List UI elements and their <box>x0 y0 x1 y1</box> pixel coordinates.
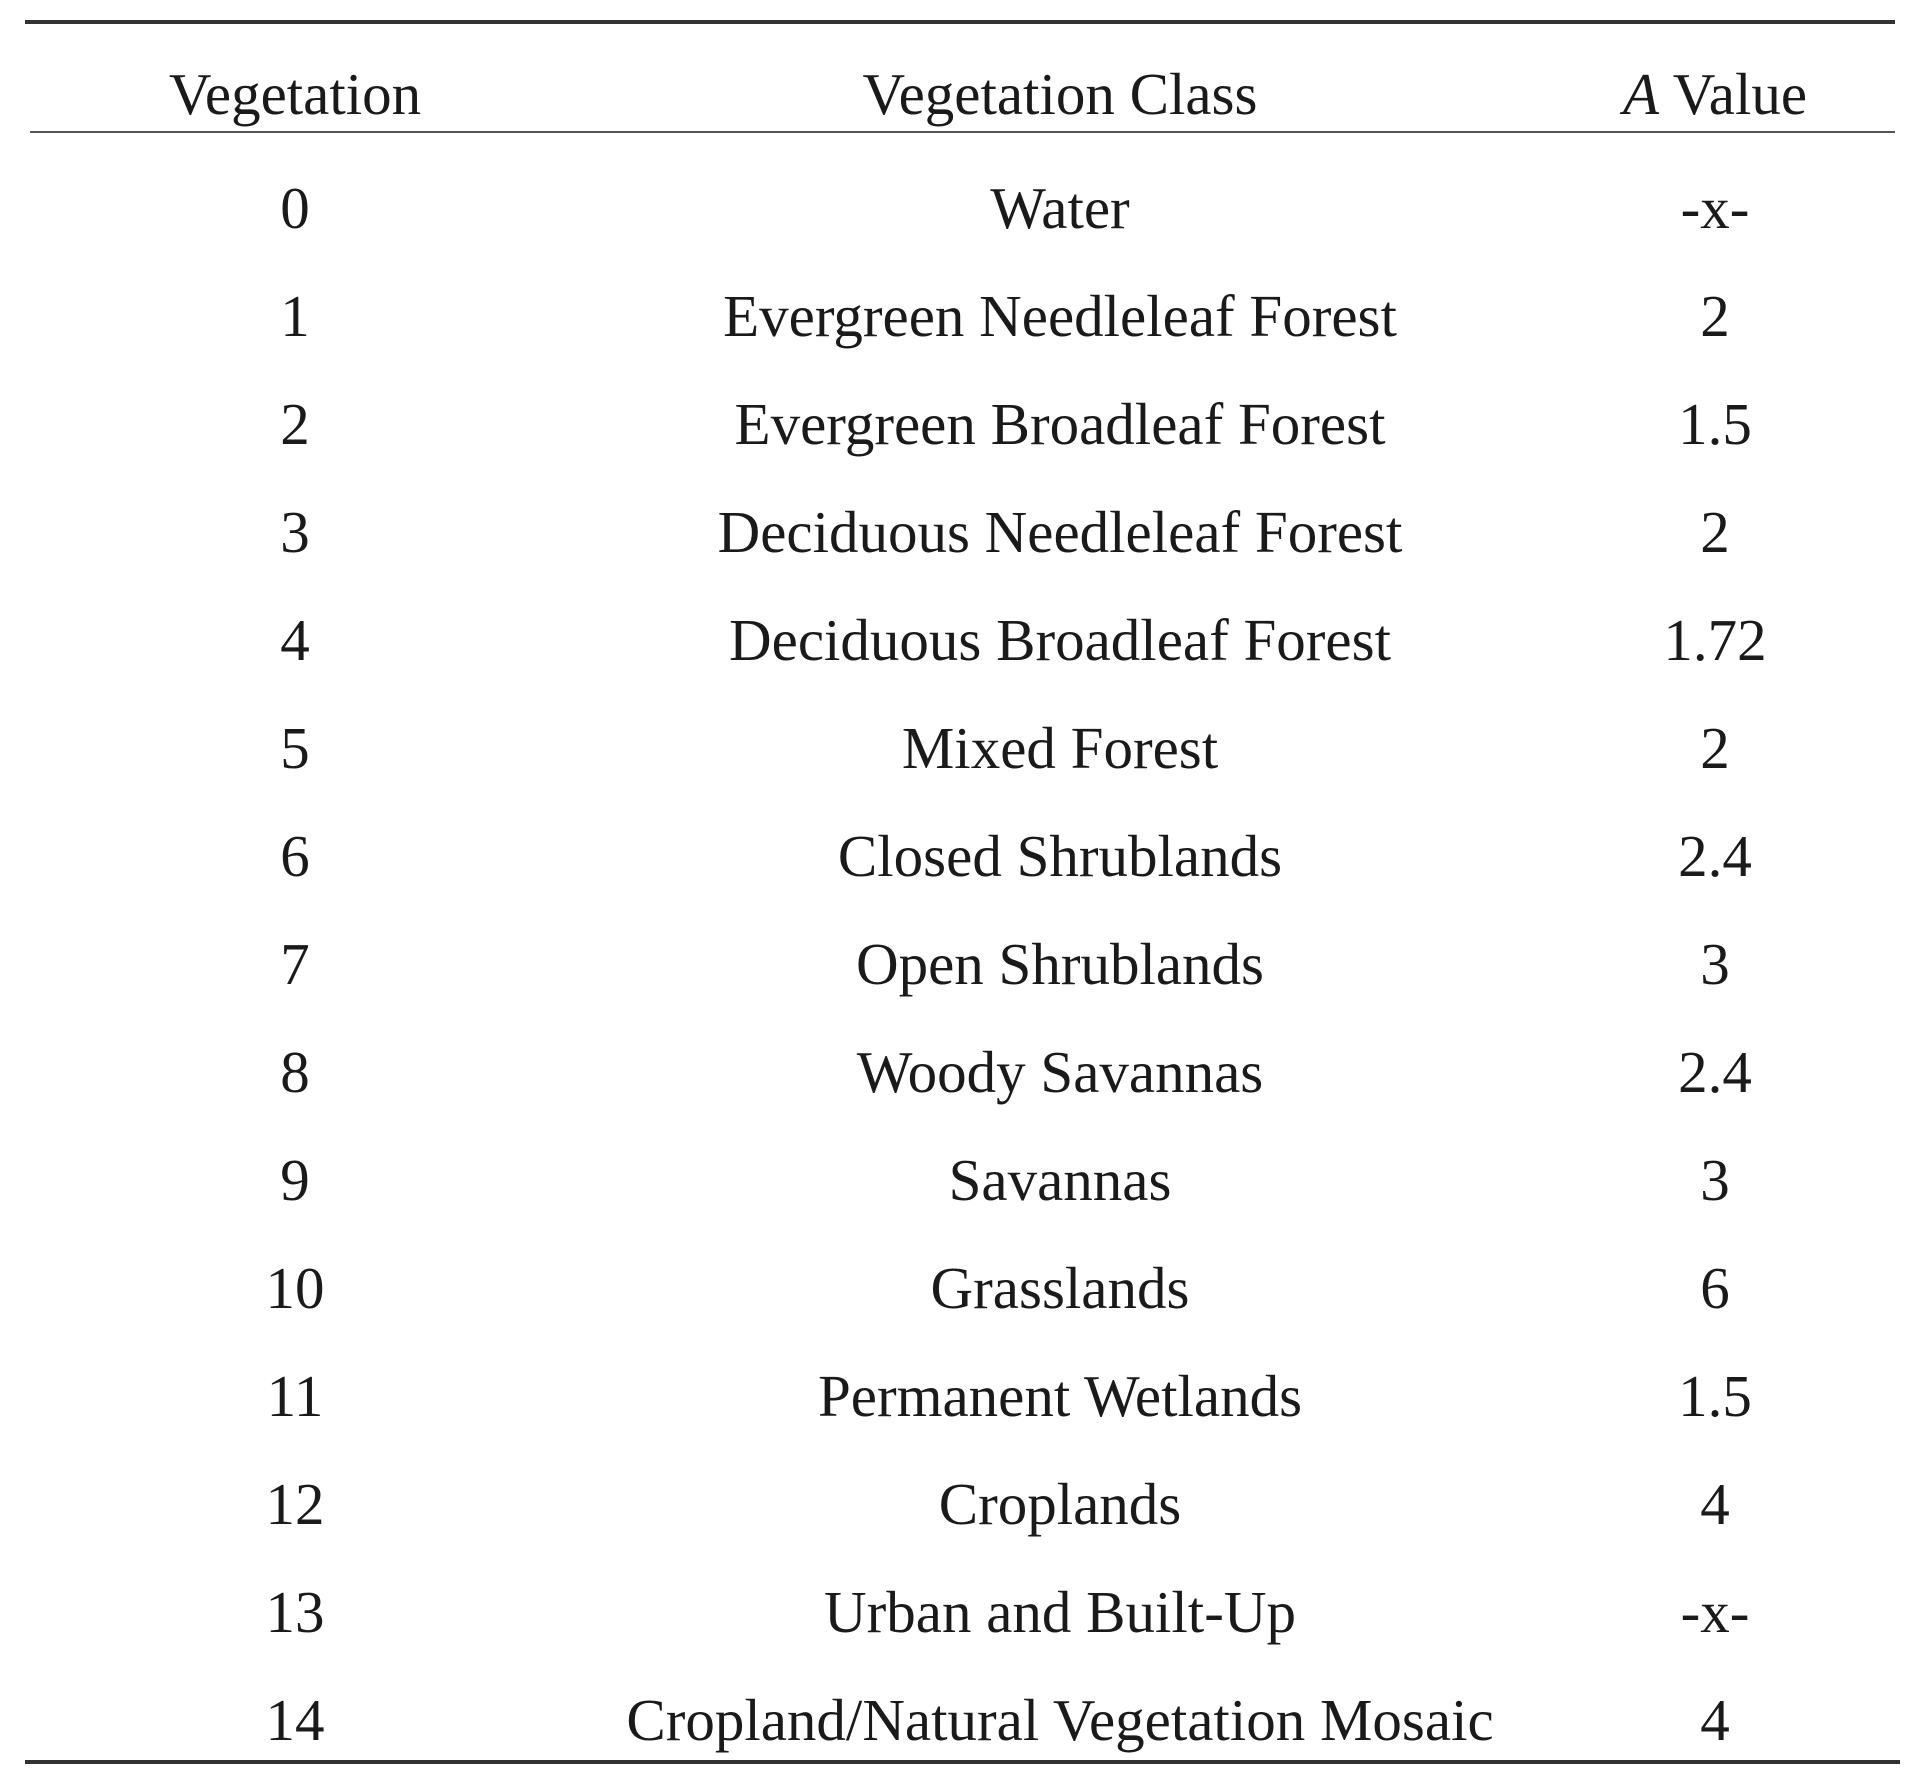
cell-a-value: -x- <box>1680 1579 1750 1645</box>
table-row <box>25 262 1895 370</box>
cell-a-value: 2 <box>1700 715 1730 781</box>
cell-a-value: 2.4 <box>1678 823 1752 889</box>
table-row <box>25 1342 1895 1450</box>
cell-vegetation: 13 <box>265 1579 325 1645</box>
cell-vegetation: 12 <box>265 1471 325 1537</box>
cell-vegetation: 7 <box>280 931 310 997</box>
cell-vegetation: 10 <box>265 1255 325 1321</box>
cell-vegetation: 8 <box>280 1039 310 1105</box>
table-row <box>25 1450 1895 1558</box>
table-top-rule <box>25 20 1895 24</box>
cell-vegetation-class: Closed Shrublands <box>837 823 1283 889</box>
cell-vegetation: 1 <box>280 283 310 349</box>
table-row <box>25 802 1895 910</box>
cell-vegetation: 9 <box>280 1147 310 1213</box>
cell-vegetation: 11 <box>266 1363 324 1429</box>
table-header-rule <box>30 131 1895 133</box>
table-row <box>25 1126 1895 1234</box>
table-row <box>25 370 1895 478</box>
cell-a-value: 2.4 <box>1678 1039 1752 1105</box>
cell-a-value: 1.5 <box>1678 391 1752 457</box>
table-row <box>25 910 1895 1018</box>
cell-vegetation-class: Cropland/Natural Vegetation Mosaic <box>626 1687 1494 1753</box>
cell-vegetation-class: Savannas <box>948 1147 1172 1213</box>
cell-vegetation-class: Evergreen Needleleaf Forest <box>723 283 1397 349</box>
cell-vegetation-class: Grasslands <box>930 1255 1190 1321</box>
cell-a-value: 6 <box>1700 1255 1730 1321</box>
cell-vegetation-class: Evergreen Broadleaf Forest <box>734 391 1386 457</box>
cell-a-value: 2 <box>1700 283 1730 349</box>
cell-vegetation-class: Woody Savannas <box>856 1039 1264 1105</box>
cell-vegetation-class: Croplands <box>938 1471 1182 1537</box>
cell-a-value: 1.72 <box>1663 607 1767 673</box>
cell-vegetation: 0 <box>280 175 310 241</box>
cell-a-value: 3 <box>1700 931 1730 997</box>
cell-vegetation: 6 <box>280 823 310 889</box>
cell-vegetation-class: Urban and Built-Up <box>824 1579 1296 1645</box>
header-value-word: Value <box>1672 61 1808 127</box>
cell-vegetation-class: Deciduous Broadleaf Forest <box>729 607 1391 673</box>
cell-a-value: 1.5 <box>1678 1363 1752 1429</box>
cell-vegetation: 3 <box>280 499 310 565</box>
table-row <box>25 154 1895 262</box>
cell-a-value: 2 <box>1700 499 1730 565</box>
cell-a-value: 4 <box>1700 1471 1730 1537</box>
table-row <box>25 586 1895 694</box>
table-bottom-rule <box>25 1760 1900 1764</box>
header-vegetation: Vegetation <box>168 61 422 127</box>
cell-a-value: 3 <box>1700 1147 1730 1213</box>
cell-vegetation: 14 <box>265 1687 325 1753</box>
table-row <box>25 694 1895 802</box>
cell-a-value: -x- <box>1680 175 1750 241</box>
table-row <box>25 1666 1895 1774</box>
table-row <box>25 1234 1895 1342</box>
header-vegetation-class: Vegetation Class <box>862 61 1258 127</box>
cell-vegetation-class: Water <box>990 175 1130 241</box>
cell-vegetation-class: Open Shrublands <box>855 931 1265 997</box>
table-row <box>25 478 1895 586</box>
cell-vegetation: 4 <box>280 607 310 673</box>
cell-vegetation: 5 <box>280 715 310 781</box>
header-a-symbol: A <box>1622 61 1659 127</box>
table-row <box>25 1018 1895 1126</box>
cell-vegetation-class: Permanent Wetlands <box>817 1363 1303 1429</box>
cell-vegetation-class: Deciduous Needleleaf Forest <box>717 499 1403 565</box>
cell-vegetation: 2 <box>280 391 310 457</box>
cell-a-value: 4 <box>1700 1687 1730 1753</box>
cell-vegetation-class: Mixed Forest <box>901 715 1219 781</box>
table-row <box>25 1558 1895 1666</box>
